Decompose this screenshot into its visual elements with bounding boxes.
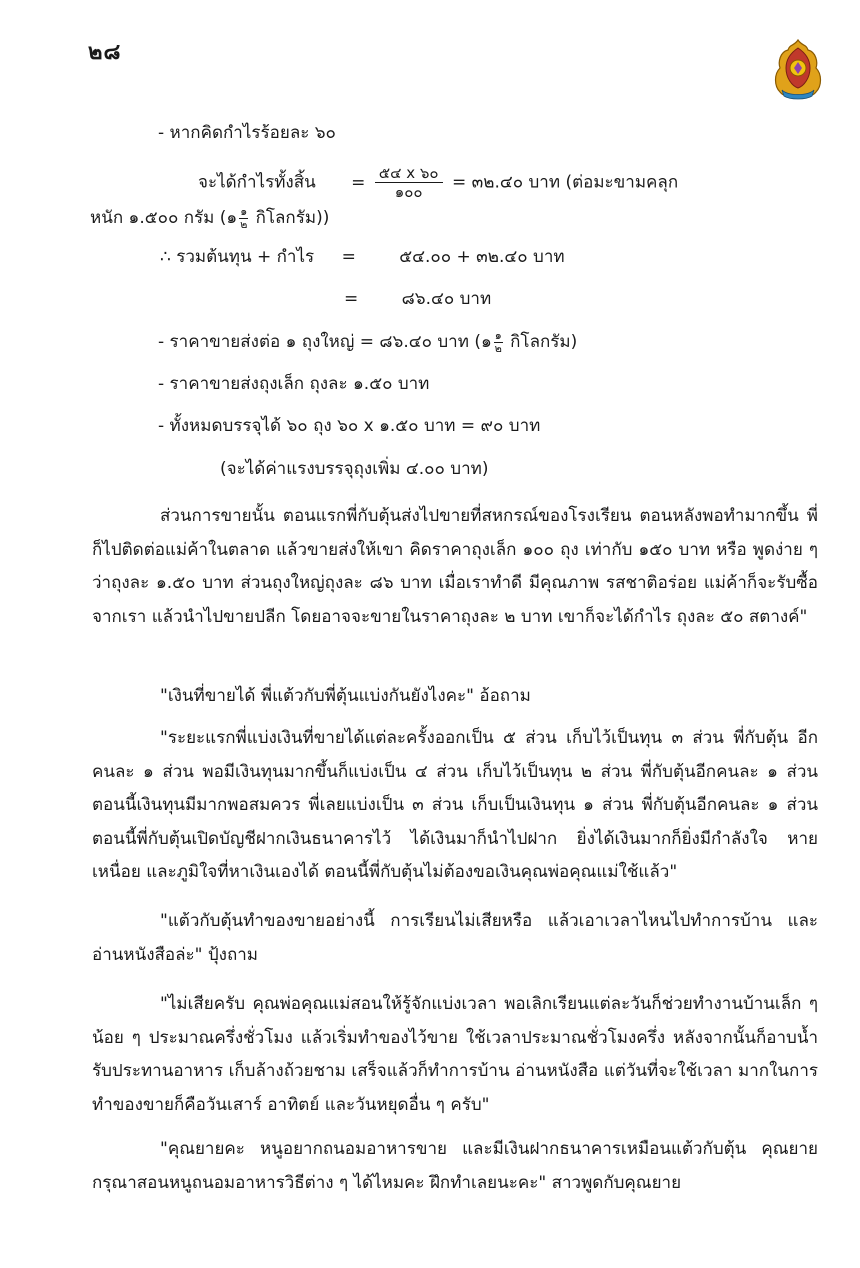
cost-plus-profit-label: ∴ รวมต้นทุน + กำไร — [160, 247, 315, 267]
paragraph-text: "คุณยายคะ หนูอยากถนอมอาหารขาย และมีเงินฝากธนาคารเหมือนแต้วกับตุ้น คุณยาย กรุณาสอนหนูถนอมอาหารวิธีต่าง ๆ ได้ไหมคะ ฝึกทำเลยนะคะ" สาวพูดกับคุณยาย — [92, 1139, 818, 1193]
half-denominator: ๒ — [240, 217, 248, 231]
half-fraction — [494, 330, 503, 355]
total-profit-result: = ๓๒.๔๐ บาท (ต่อมะขามคลุก — [451, 172, 679, 193]
paragraph-time-management — [92, 988, 818, 1122]
calc-line-small-bag-price: - ราคาขายส่งถุงเล็ก ถุงละ ๑.๕๐ บาท — [158, 374, 430, 394]
half-numerator: ๑ — [494, 328, 502, 342]
paragraph-request-grandma — [92, 1133, 818, 1200]
fraction-numerator: ๕๔ x ๖๐ — [375, 164, 443, 183]
weight-text: หนัก ๑.๕๐๐ กรัม (๑ — [90, 208, 238, 228]
school-emblem-icon — [772, 38, 824, 102]
big-bag-price-text: - ราคาขายส่งต่อ ๑ ถุงใหญ่ = ๘๖.๔๐ บาท (๑ — [158, 332, 492, 352]
paragraph-question-money — [92, 680, 818, 714]
total-profit-label: จะได้กำไรทั้งสิ้น — [198, 172, 316, 193]
half-fraction — [239, 206, 248, 231]
equals-sign: = — [351, 172, 366, 193]
calc-line-total-profit — [198, 164, 678, 201]
paragraph-money-split — [92, 722, 818, 890]
equals-sign: = — [341, 247, 356, 267]
half-denominator: ๒ — [494, 341, 502, 355]
fraction-denominator: ๑๐๐ — [394, 183, 423, 201]
page-number: ๒๘ — [88, 40, 122, 65]
calc-line-big-bag-price — [158, 327, 577, 357]
profit-fraction — [375, 164, 443, 201]
paragraph-text: "ระยะแรกพี่แบ่งเงินที่ขายได้แต่ละครั้งออกเป็น ๕ ส่วน เก็บไว้เป็นทุน ๓ ส่วน พี่กับตุ้น อีกคนละ ๑ ส่วน พอมีเงินทุนมากขึ้นก็แบ่งเป็น ๔ ส่วน เก็บไว้เป็นทุน ๒ ส่วน พี่กับตุ้นอีกคนละ ๑ ส่วน ตอนนี้เงินทุนมีมากพอสมควร พี่เลยแบ่งเป็น ๓ ส่วน เก็บเป็นเงินทุน ๑ ส่วน พี่กับตุ้นอีกคนละ ๑ ส่วน ตอนนี้พี่กับตุ้นเปิดบัญชีฝากเงินธนาคารไว้ ได้เงินมาก็นำไปฝาก ยิ่งได้เงินมากก็ยิ่งมีกำลังใจ หายเหนื่อย และภูมิใจที่หาเงินเองได้ ตอนนี้พี่กับตุ้นไม่ต้องขอเงินคุณพ่อคุณแม่ใช้แล้ว" — [92, 728, 818, 883]
calc-line-weight — [90, 203, 329, 233]
calc-line-packing-wage: (จะได้ค่าแรงบรรจุถุงเพิ่ม ๔.๐๐ บาท) — [220, 459, 489, 479]
calc-line-total-bags: - ทั้งหมดบรรจุได้ ๖๐ ถุง ๖๐ x ๑.๕๐ บาท = ๙๐ บาท — [158, 416, 541, 436]
paragraph-text: "ไม่เสียครับ คุณพ่อคุณแม่สอนให้รู้จักแบ่งเวลา พอเลิกเรียนแต่ละวันก็ช่วยทำงานบ้านเล็ก ๆ น้อย ๆ ประมาณครึ่งชั่วโมง แล้วเริ่มทำของไว้ขาย ใช้เวลาประมาณชั่วโมงครึ่ง หลังจากนั้นก็อาบน้ำ รับประทานอาหาร เก็บล้างถ้วยชาม เสร็จแล้วก็ทำการบ้าน อ่านหนังสือ แต่วันที่จะใช้เวลา มากในการทำของขายก็คือวันเสาร์ อาทิตย์ และวันหยุดอื่น ๆ ครับ" — [92, 994, 818, 1115]
big-bag-price-unit: กิโลกรัม) — [510, 332, 578, 352]
paragraph-question-study — [92, 905, 818, 972]
paragraph-text: "แต้วกับตุ้นทำของขายอย่างนี้ การเรียนไม่เสียหรือ แล้วเอาเวลาไหนไปทำการบ้าน และ อ่านหนังสือล่ะ" ปุ้งถาม — [92, 911, 818, 965]
calc-line-sum — [344, 287, 491, 311]
paragraph-text: ส่วนการขายนั้น ตอนแรกพี่กับตุ้นส่งไปขายที่สหกรณ์ของโรงเรียน ตอนหลังพอทำมากขึ้น พี่ก็ไปติดต่อแม่ค้าในตลาด แล้วขายส่งให้เขา คิดราคาถุงเล็ก ๑๐๐ ถุง เท่ากับ ๑๕๐ บาท หรือ พูดง่าย ๆ ว่าถุงละ ๑.๕๐ บาท ส่วนถุงใหญ่ถุงละ ๘๖ บาท เมื่อเราทำดี มีคุณภาพ รสชาติอร่อย แม่ค้าก็จะรับซื้อจากเรา แล้วนำไปขายปลีก โดยอาจจะขายในราคาถุงละ ๒ บาท เขาก็จะได้กำไร ถุงละ ๕๐ สตางค์" — [92, 506, 818, 627]
paragraph-text: "เงินที่ขายได้ พี่แต้วกับพี่ตุ้นแบ่งกันยังไงคะ" อ้อถาม — [160, 686, 531, 706]
cost-plus-profit-value: ๕๔.๐๐ + ๓๒.๔๐ บาท — [399, 247, 565, 267]
sum-value: ๘๖.๔๐ บาท — [401, 289, 492, 309]
calc-line-profit-rate: - หากคิดกำไรร้อยละ ๖๐ — [158, 123, 336, 143]
calc-line-cost-plus-profit — [160, 245, 565, 269]
paragraph-sales — [92, 500, 818, 634]
weight-unit: กิโลกรัม)) — [255, 208, 330, 228]
equals-sign: = — [344, 289, 359, 309]
half-numerator: ๑ — [240, 204, 248, 218]
